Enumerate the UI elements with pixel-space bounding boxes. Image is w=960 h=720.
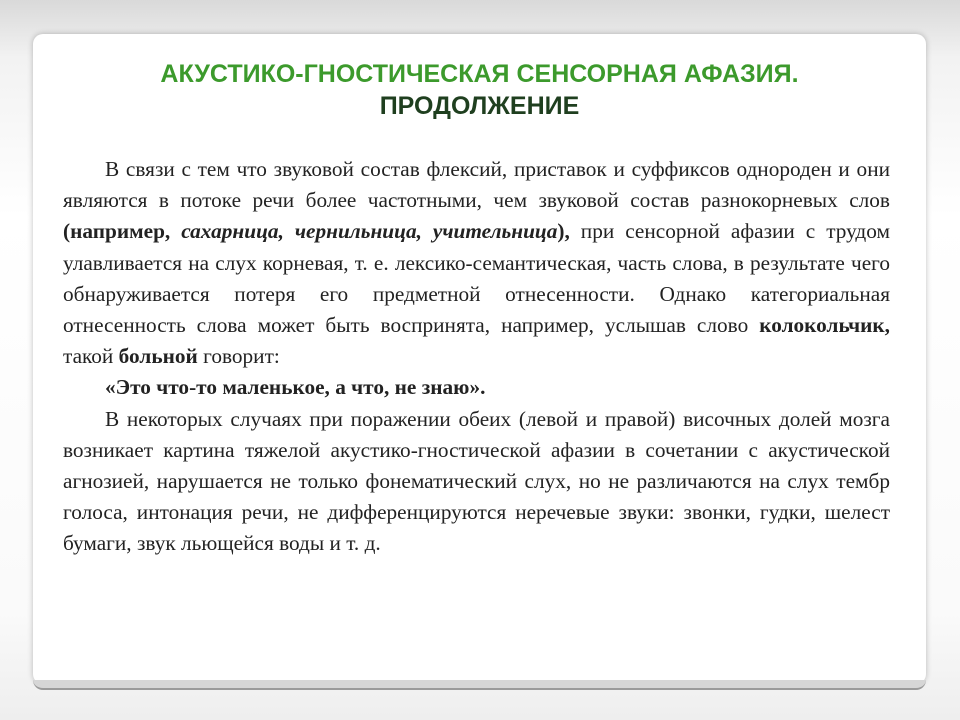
slide-title-line1: АКУСТИКО-ГНОСТИЧЕСКАЯ СЕНСОРНАЯ АФАЗИЯ.: [160, 60, 799, 88]
slide-card-bottom-bar: [33, 680, 926, 690]
p1-text-3: такой: [63, 344, 119, 369]
p1-bold-word-patient: больной: [118, 344, 198, 369]
p1-text-2: при сенсорной афазии с трудом улавливается на слух корневая, т. е. лексико-семантическая, часть слова, в результате чего обнаруживается потеря его предметной отнесенности. Однако категориальная отнесенность слова может быть воспринята, например, услышав слово: [63, 219, 890, 338]
paragraph-1: [63, 154, 890, 372]
slide-title-line2: ПРОДОЛЖЕНИЕ: [379, 92, 580, 120]
paragraph-2-quote: «Это что-то маленькое, а что, не знаю».: [105, 375, 486, 400]
p1-text-1: В связи с тем что звуковой состав флексий, приставок и суффиксов однороден и они являются в потоке речи более частотными, чем звуковой состав разнокорневых слов: [63, 157, 890, 213]
p1-text-4: говорит:: [197, 344, 280, 369]
slide-title: [33, 58, 926, 122]
paragraph-3: В некоторых случаях при поражении обеих (левой и правой) височных долей мозга возникает картина тяжелой акустико-гностической афазии в сочетании с акустической агнозией, нарушается не только фонематический слух, но не различаются на слух тембр голоса, интонация речи, не дифференцируются неречевые звуки: звонки, гудки, шелест бумаги, звук льющейся воды и т. д.: [63, 406, 890, 556]
p1-examples: сахарница, чернильница, учительница: [181, 219, 558, 244]
p1-bold-example-open: (например,: [63, 219, 182, 244]
p1-bold-example-close: ),: [557, 219, 570, 244]
slide-body: [63, 154, 890, 560]
p1-bold-word-bell: колокольчик,: [759, 313, 890, 338]
